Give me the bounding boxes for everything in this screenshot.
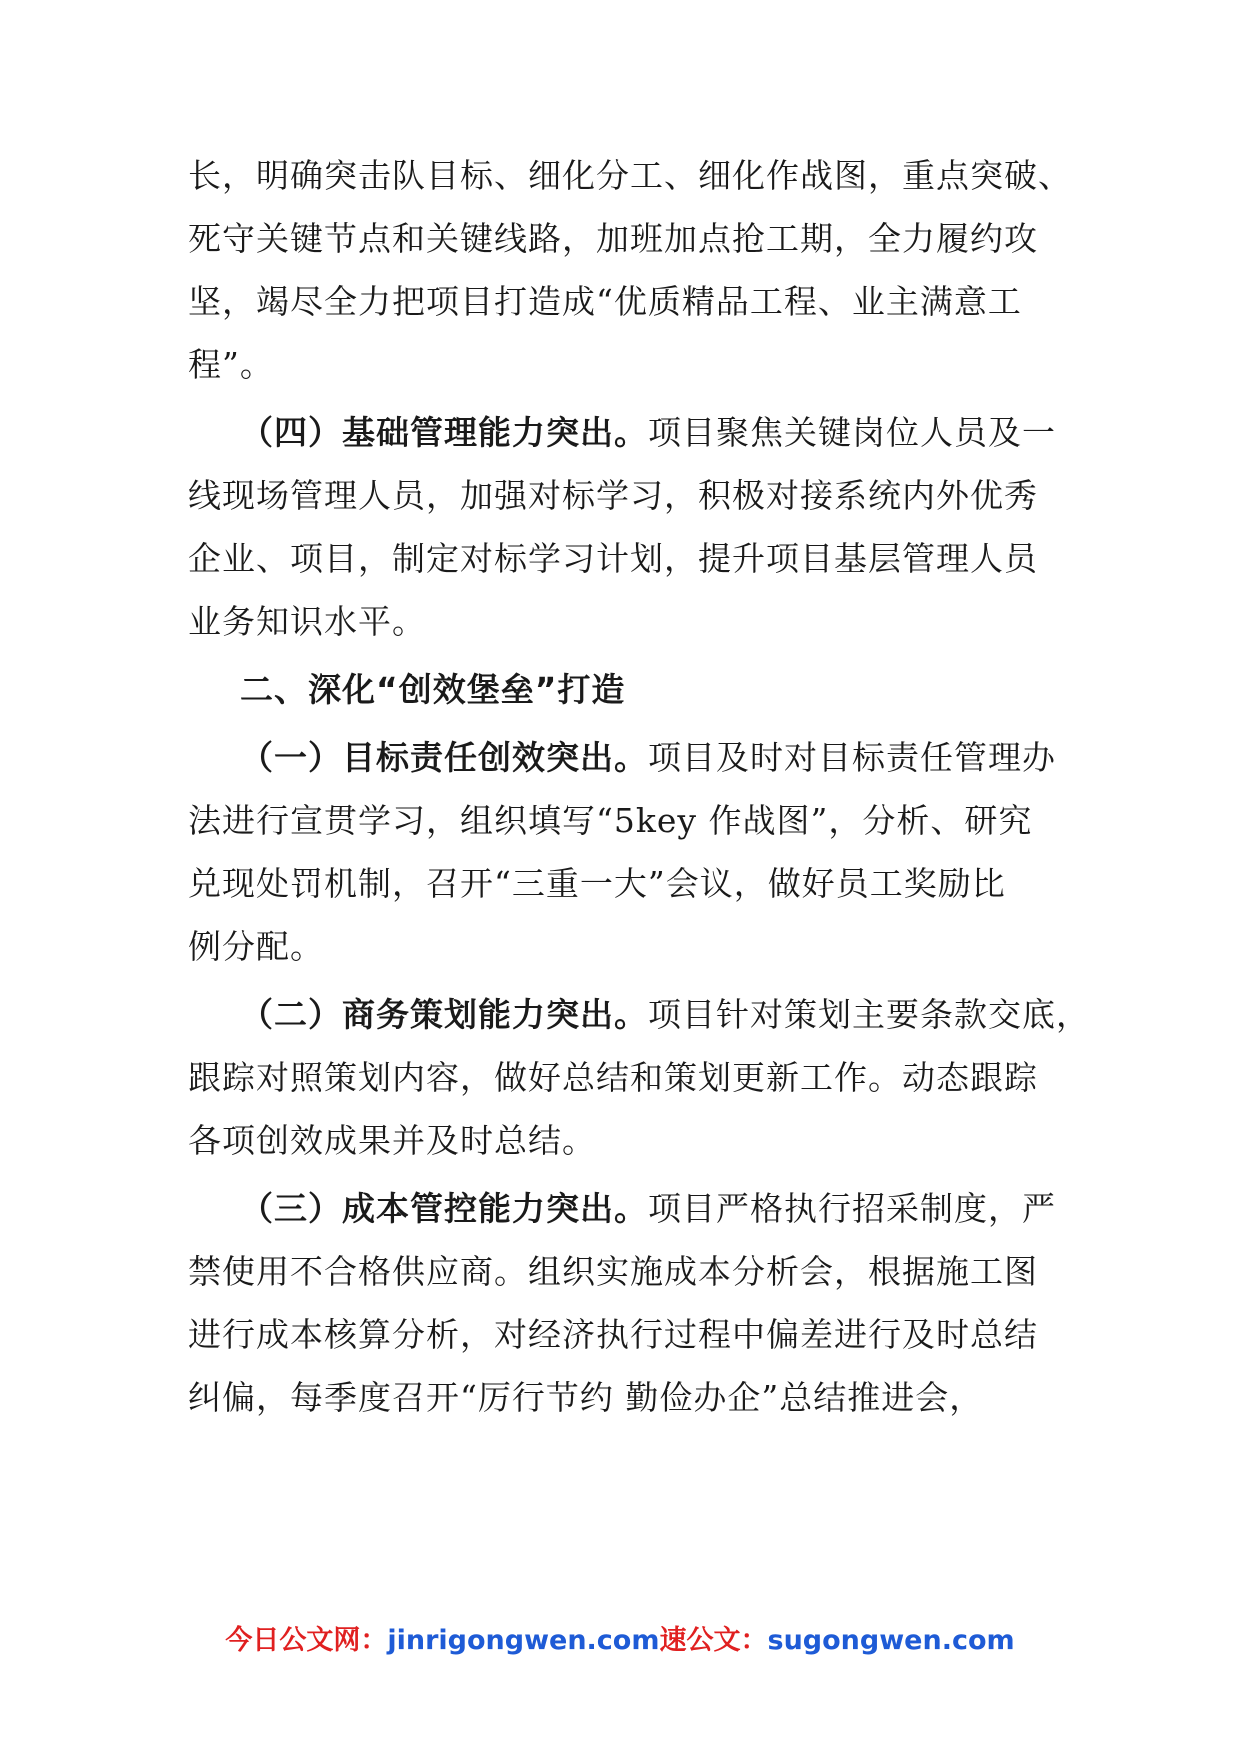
paragraph-text: 项目严格执行招采制度，严 — [648, 1189, 1056, 1228]
footer-link-2[interactable]: sugongwen.com — [767, 1625, 1015, 1656]
paragraph-text: 项目及时对目标责任管理办 — [648, 738, 1056, 777]
footer-link-1[interactable]: jinrigongwen.com — [387, 1625, 660, 1656]
footer-label-2: 速公文： — [659, 1625, 768, 1656]
footer-label-1: 今日公文网： — [225, 1625, 388, 1656]
paragraph-line: 业务知识水平。 — [188, 602, 426, 641]
paragraph-lead: （四）基础管理能力突出。 — [240, 413, 648, 452]
paragraph-line: 例分配。 — [188, 927, 324, 966]
paragraph-text: 项目针对策划主要条款交底， — [648, 995, 1090, 1034]
paragraph-first-line — [240, 1189, 1056, 1229]
paragraph-first-line — [240, 413, 1056, 453]
paragraph-line: 法进行宣贯学习，组织填写“5key 作战图”，分析、研究 — [188, 801, 1033, 840]
paragraph-lead: （三）成本管控能力突出。 — [240, 1189, 648, 1228]
paragraph-line: 程”。 — [188, 345, 274, 384]
paragraph-lead: （二）商务策划能力突出。 — [240, 995, 648, 1034]
paragraph-line: 兑现处罚机制，召开“三重一大”会议，做好员工奖励比 — [188, 864, 1006, 903]
footer-watermark — [0, 1624, 1240, 1658]
paragraph-first-line — [240, 995, 1090, 1035]
paragraph-first-line — [240, 738, 1056, 778]
paragraph-line: 纠偏，每季度召开“厉行节约 勤俭办企”总结推进会， — [188, 1378, 984, 1417]
paragraph-line: 跟踪对照策划内容，做好总结和策划更新工作。动态跟踪 — [188, 1058, 1038, 1097]
paragraph-line: 进行成本核算分析，对经济执行过程中偏差进行及时总结 — [188, 1315, 1038, 1354]
paragraph-lead: （一）目标责任创效突出。 — [240, 738, 648, 777]
paragraph-line: 企业、项目，制定对标学习计划，提升项目基层管理人员 — [188, 539, 1038, 578]
paragraph-text: 项目聚焦关键岗位人员及一 — [648, 413, 1056, 452]
paragraph-line: 长，明确突击队目标、细化分工、细化作战图，重点突破、 — [188, 156, 1072, 195]
paragraph-line: 坚，竭尽全力把项目打造成“优质精品工程、业主满意工 — [188, 282, 1022, 321]
paragraph-line: 禁使用不合格供应商。组织实施成本分析会，根据施工图 — [188, 1252, 1038, 1291]
paragraph-line: 各项创效成果并及时总结。 — [188, 1121, 596, 1160]
paragraph-line: 线现场管理人员，加强对标学习，积极对接系统内外优秀 — [188, 476, 1038, 515]
section-heading: 二、深化“创效堡垒”打造 — [240, 670, 626, 709]
paragraph-line: 死守关键节点和关键线路，加班加点抢工期，全力履约攻 — [188, 219, 1038, 258]
